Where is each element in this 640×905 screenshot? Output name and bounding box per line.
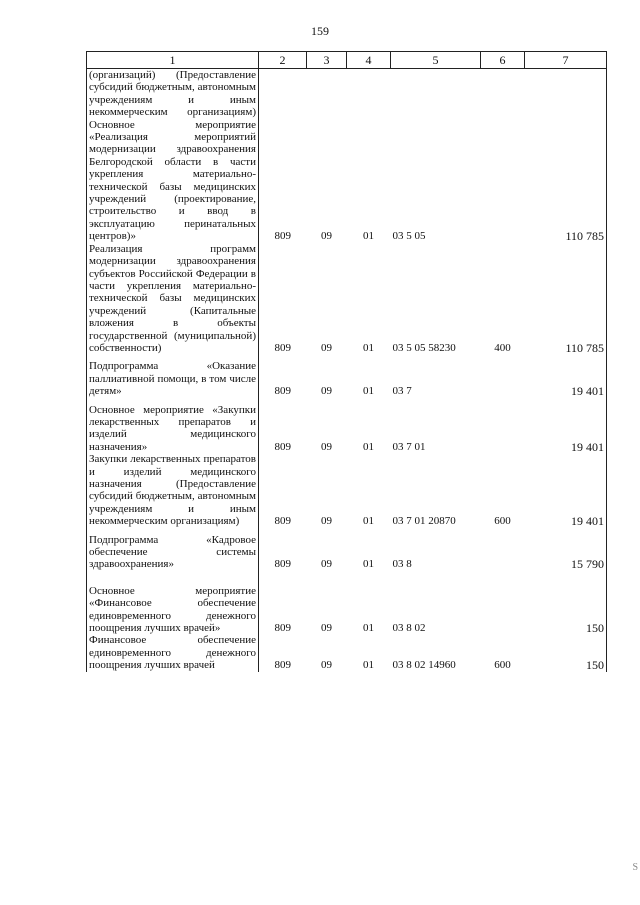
grbs-code: 809 — [274, 622, 291, 635]
expense-type-code — [481, 69, 525, 243]
section-code: 09 — [321, 558, 332, 571]
section-code: 09 — [321, 440, 332, 453]
table-row — [87, 585, 607, 635]
amount: 110 785 — [525, 69, 607, 243]
table-row — [87, 243, 607, 355]
expense-type-code — [481, 585, 525, 635]
section-code: 09 — [321, 515, 332, 528]
expense-type-code: 400 — [494, 341, 511, 354]
section-code: 09 — [321, 659, 332, 672]
subsection-code: 01 — [363, 440, 374, 453]
target-article-code: 03 8 02 14960 — [392, 659, 456, 672]
row-description: Основное мероприятие «Финансовое обеспечение единовременного денежного поощрения лучших врачей» — [87, 585, 259, 635]
target-article-code: 03 7 01 20870 — [392, 515, 456, 528]
table-row — [87, 404, 607, 454]
row-description: Основное мероприятие «Закупки лекарственных препаратов и изделий медицинского назначения» — [87, 404, 259, 454]
expense-type-code — [481, 360, 525, 397]
grbs-code: 809 — [274, 230, 291, 243]
expense-type-code — [481, 404, 525, 454]
expense-type-code: 600 — [494, 659, 511, 672]
column-header: 6 — [481, 52, 525, 69]
target-article-code: 03 7 — [392, 385, 412, 398]
amount: 19 401 — [525, 453, 607, 527]
amount: 150 — [525, 634, 607, 671]
section-code: 09 — [321, 622, 332, 635]
page-number: 159 — [311, 24, 329, 38]
row-description: Подпрограмма «Оказание паллиативной помощи, в том числе детям» — [87, 360, 259, 397]
row-description: Реализация программ модернизации здравоохранения субъектов Российской Федерации в части укрепления материально-технической базы медицинских учреждений (Капитальные вложения в объекты государственной (муниципальной) собственности) — [87, 243, 259, 355]
expense-type-code — [481, 534, 525, 571]
column-header: 2 — [259, 52, 307, 69]
column-header: 5 — [391, 52, 481, 69]
target-article-code: 03 7 01 — [392, 440, 426, 453]
amount: 110 785 — [525, 243, 607, 355]
row-spacer — [87, 571, 607, 585]
row-description: Финансовое обеспечение единовременного денежного поощрения лучших врачей — [87, 634, 259, 671]
table-row — [87, 534, 607, 571]
row-description: Подпрограмма «Кадровое обеспечение системы здравоохранения» — [87, 534, 259, 571]
amount: 15 790 — [525, 534, 607, 571]
row-description: (организаций) (Предоставление субсидий бюджетным, автономным учреждениям и иным некоммерческим организациям) Основное мероприятие «Реализация мероприятий модернизации здравоохранения Белгородской области в части укрепления материально-технической базы медицинских учреждений (проектирование, строительство и ввод в эксплуатацию перинатальных центров)» — [87, 69, 259, 243]
section-code: 09 — [321, 341, 332, 354]
column-header: 3 — [307, 52, 347, 69]
subsection-code: 01 — [363, 341, 374, 354]
grbs-code: 809 — [274, 558, 291, 571]
column-header: 4 — [347, 52, 391, 69]
grbs-code: 809 — [274, 440, 291, 453]
fold-mark: S — [632, 862, 638, 873]
target-article-code: 03 8 — [392, 558, 412, 571]
section-code: 09 — [321, 385, 332, 398]
grbs-code: 809 — [274, 515, 291, 528]
column-header: 1 — [87, 52, 259, 69]
row-description: Закупки лекарственных препаратов и изделий медицинского назначения (Предоставление субсидий бюджетным, автономным учреждениям и иным некоммерческим организациям) — [87, 453, 259, 527]
table-row — [87, 453, 607, 527]
table-row — [87, 69, 607, 243]
grbs-code: 809 — [274, 385, 291, 398]
amount: 150 — [525, 585, 607, 635]
subsection-code: 01 — [363, 230, 374, 243]
column-header: 7 — [525, 52, 607, 69]
subsection-code: 01 — [363, 558, 374, 571]
subsection-code: 01 — [363, 659, 374, 672]
grbs-code: 809 — [274, 659, 291, 672]
table-row — [87, 360, 607, 397]
subsection-code: 01 — [363, 622, 374, 635]
subsection-code: 01 — [363, 385, 374, 398]
table-row — [87, 634, 607, 671]
amount: 19 401 — [525, 404, 607, 454]
expense-type-code: 600 — [494, 515, 511, 528]
budget-table — [86, 51, 607, 672]
target-article-code: 03 8 02 — [392, 622, 426, 635]
table-header-row — [87, 52, 607, 69]
section-code: 09 — [321, 230, 332, 243]
subsection-code: 01 — [363, 515, 374, 528]
grbs-code: 809 — [274, 341, 291, 354]
target-article-code: 03 5 05 — [392, 230, 426, 243]
target-article-code: 03 5 05 58230 — [392, 341, 456, 354]
amount: 19 401 — [525, 360, 607, 397]
